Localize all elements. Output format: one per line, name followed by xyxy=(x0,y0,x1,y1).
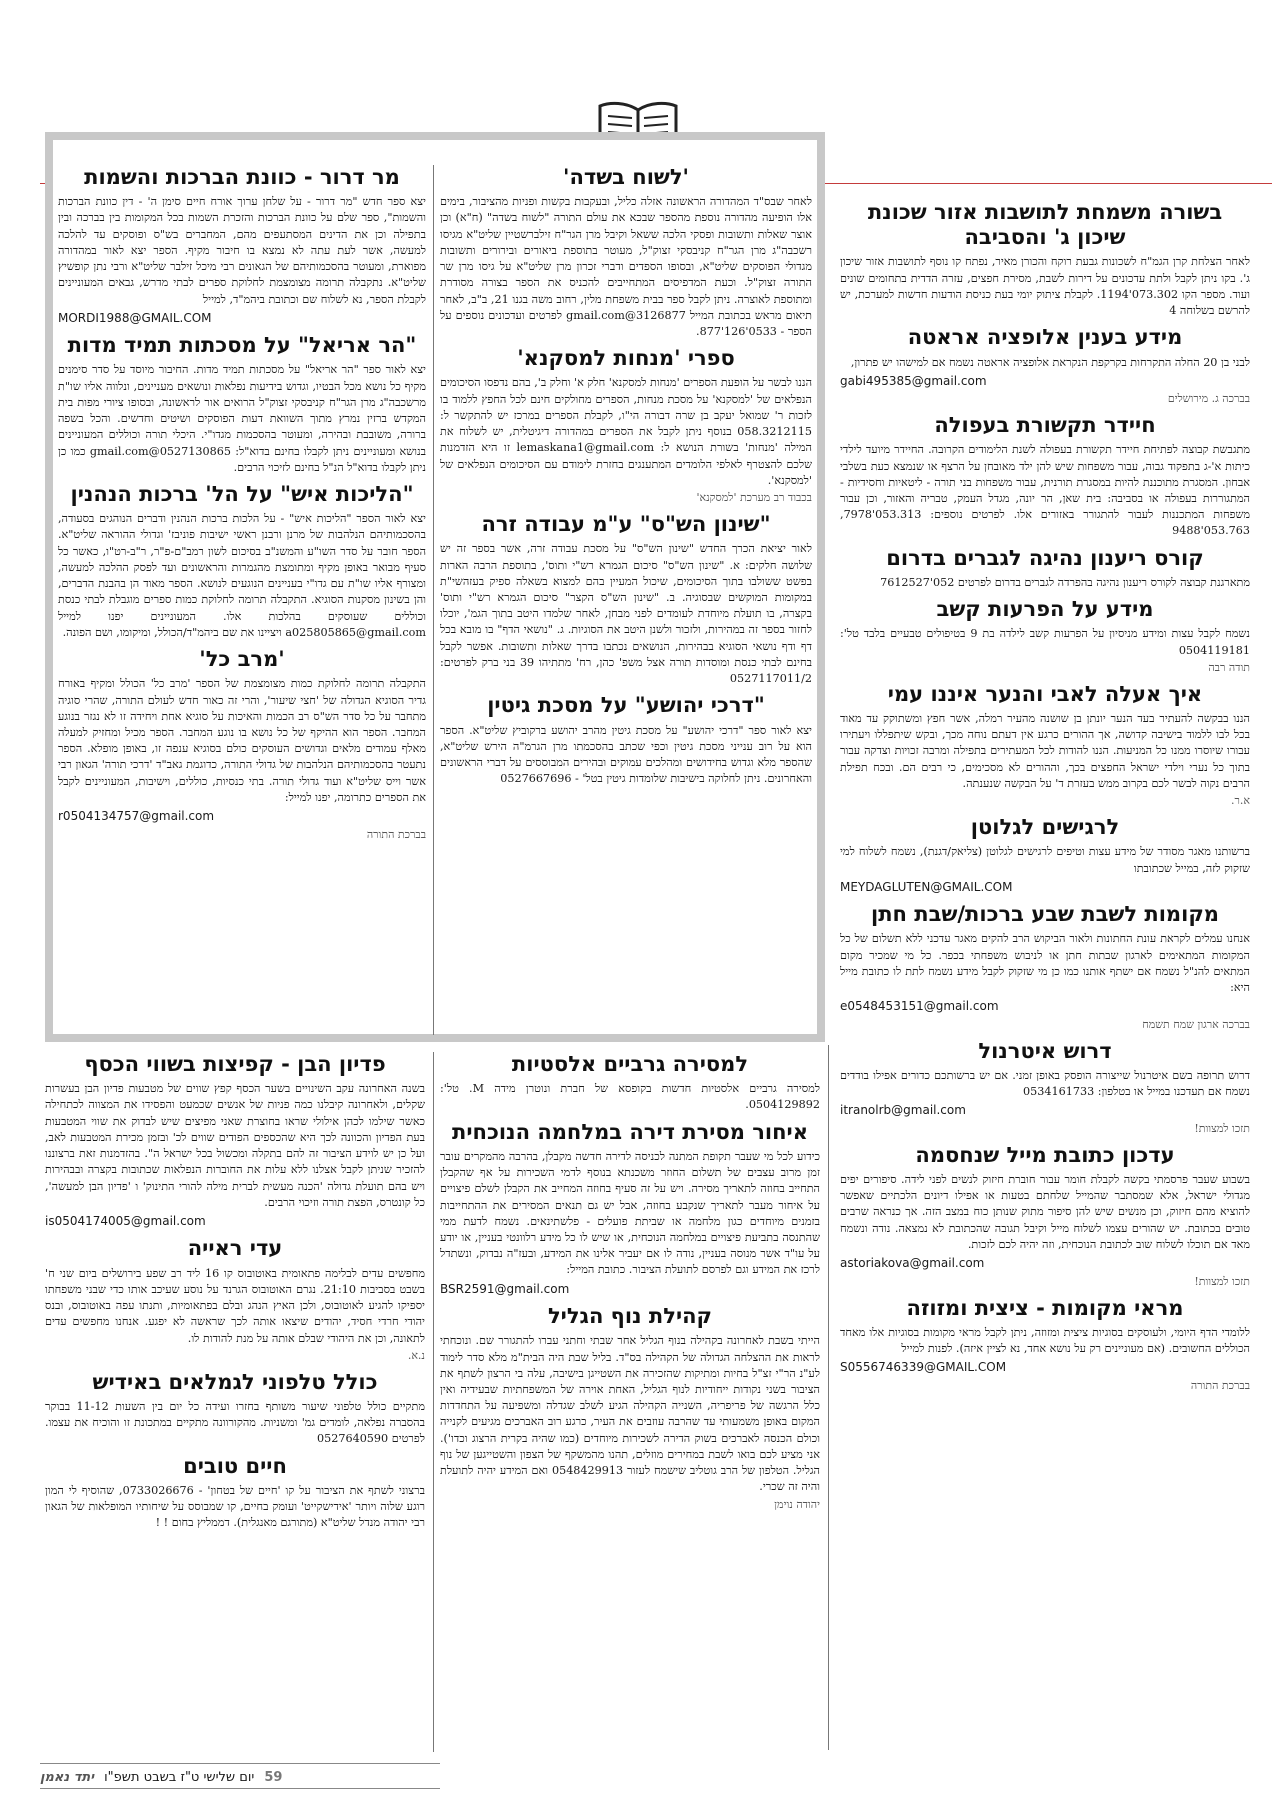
notice xyxy=(840,546,1250,591)
contact-email[interactable]: astoriakova@gmail.com xyxy=(840,1256,985,1271)
notice-credit: א.ר. xyxy=(1231,794,1250,808)
contact-email[interactable]: BSR2591@gmail.com xyxy=(440,1281,570,1296)
page-footer xyxy=(40,1763,440,1789)
notice-credit: בברכת התורה xyxy=(366,827,426,841)
notice xyxy=(58,482,426,641)
notice-title: מידע על הפרעות קשב xyxy=(936,597,1154,622)
notice-body: בשבוע שעבר פרסמתי בקשה לקבלת חומר עבור חוברת חיזוק לנשים לפני לידה. סיפורים יפים מגדולי ישראל, אלא שמסתבר שהמייל שלחתם בטעות או אפילו דיונים הלכתיים שאפשר להוציא מהם חיזוק, וכן מנשים שיש להן סיפור מתוק שנותן כוח במצב הזה. אך כנראה שרבים טובים בכתובת. יש שהורים עצמו לשלוח מייל וקיבל תגובה שהכתובת לא נמצאה. נודה ונשמח מאד אם תוכלו לשלוח שוב לכתובת הנוכחית, וזה יהיה לכם לזכות. xyxy=(840,1172,1250,1251)
column-rule xyxy=(433,1052,434,1752)
contact-email[interactable]: S0556746339@GMAIL.COM xyxy=(840,1360,1007,1375)
notice-credit: יהודה נוימן xyxy=(774,1497,820,1511)
notice-body: מחפשים עדים לבלימה פתאומית באוטובוס קו 16 ליד רב שפע בירושלים ביום שני ח' בשבט בסביבות 21:10. נגרם האוטובוס הגרנד על נוסע שעיכב אותו כדי שבני משפחתו יספיקו להגיע לאוטובוס, ולכן האיץ הנהג ובלם בפתאומיות, ותנתו עפה באוטובוס, ובנס יהודי חרדי חסיד, יהודים שיצאו אותה לכך שראשה לא יפגע. אנחנו מחפשים עדים לתאונה, וכן את היהודי שבלם אותה על מנת להודות לו. xyxy=(45,1266,425,1345)
notice-credit: בכבוד רב מערכת 'למסקנא' xyxy=(696,491,812,505)
notice-body: מתקיים כולל טלפוני שיעור משותף בחזרו ועידה כל יום בין השעות 11-12 בבוקר בהסברה נפלאה, לומדים גמ' ומשניות. מהקורוונה מתקיים במתכונת זו והוכיח את עצמו. לפרטים 0527640590 xyxy=(45,1400,425,1446)
notice-body: יצא לאור ספר "דרכי יהושע" על מסכת גיטין מהרב יהושע ברקוביץ שליט"א. הספר הוא על רוב ענייני מסכת גיטין וכפי שכתב בהסכמתו מרן הגרמ"ה הירש שליט"א, שהספר מלא וגדוש בחידושים ומהלכים עמוקים ובהירים המבוססים על דברי הראשונים והאחרונים. ניתן לחלוקה בישיבות שלומדות גיטין בטל' - 0527667696 xyxy=(440,723,812,786)
notice xyxy=(440,512,812,687)
contact-email[interactable]: gabi495385@gmail.com xyxy=(840,373,987,388)
notice-title: קהילת נוף הגליל xyxy=(547,1304,713,1329)
notice-body: יצא ספר חדש "מר דרור - על שלחן ערוך אורח חיים סימן ה' - דין כוונת הברכות והשמות", ספר שלם על כוונת הברכות והזכרת השמות בכל המקומות בין בברכה ובין בתפילה וכן את הדינים המסתעפים מהם, המחברים בש"ס ופוסקים עד להלכה למעשה, אשר לעת עתה לא נמצא בו חיבור מקיף. הספר יצא לאור במהדורה מפוארת, ומעוטר בהסכמותיהם של הגאונים רבי מיכל זילבר שליט"א ורבי נתן קופשיץ שליט"א. נתקבלה תרומה מצומצמת לחלוקת ספרים לבתי מדרש, גבאים המעוניינים לקבלת הספר, נא לשלוח שם וכתובת ביהמ"ד, למייל xyxy=(58,195,426,306)
notice-title: עדי ראייה xyxy=(187,1236,283,1261)
notice xyxy=(840,815,1250,896)
notice-title: למסירה גרביים אלסטיות xyxy=(511,1052,749,1076)
notice-body: אנחנו עמלים לקראת עונת החתונות ולאור הביקוש הרב להקים מאגר עדכני ללא תשלום של כל המקומות המתאימים לארגון שבתות חתן או לניבוש משפחתי בכפר. כל מי שמכיר מקום המתאים להנ"ל נשמח אם ישתף אותנו כמו כן מי שזקוק לקבל מידע נשמח לתת לו כתובת מייל היא: xyxy=(840,932,1250,995)
notice xyxy=(840,597,1250,674)
notice-body: בשנה האחרונה עקב השינויים בשער הכסף קפץ שווים של מטבעות פדיון הבן בעשרות שקלים, ולאחרונה קיבלנו כמה פניות של אנשים שכמעט והפסידו את המצווה לכתחילה כאשר שילמו לכהן אילולי שראו בחוצרת שאני מפיצים שיש לבדוק את שווי המטבעות בעת הפדיון והכוונה לכך היא שהכספים הפודים שווים לכ' ובזמן מכירת המטבעות לאב, ועל כן יש לוידע הציבור זה להם בתקלה ומכשול בכל ישראל ה". בהזדמנות זאת ברצוננו להזכיר שניתן לקבל אצלנו ללא עלות את החוברות הנפלאות שכתובות בקצרה ובבהירות ויש בהם תועלת גדולה 'הכנה מעשית לברית מילה להורי התינוק' ו 'פדיון הבן למעשה', כל קונטרס, הפצת תורה וזיכוי הרבים. xyxy=(45,1082,425,1209)
notice-body: למסירה גרביים אלסטיות חדשות בקופסא של חברת ונוטרן מידה M. טל': 0504129892. xyxy=(440,1082,820,1112)
right-column xyxy=(840,200,1250,1755)
column-rule xyxy=(433,165,434,1035)
notice-body: מתגבשת קבוצה לפתיחת חיידר תקשורת בעפולה לשנת הלימודים הקרובה. החיידר מיועד לילדי כיתות א'-ג בתפקוד גבוה, עבור משפחות שיש להן ילד מאובחן על הרצף או שנמצא כעת בשלבי אבחון. המסגרת מתוכננת להיות במסגרת תורנית, עבור משפחות בני תורה - ליטאיות וחסידיות - המתגוררות בעפולה או בסביבה: בית שאן, הר יונה, מגדל העמק, טבריה והאזור, וכן עבור משפחות המתכננות לעבור להתגורר באזורים אלו. לפרטים נוספים: 053.313'7978, 053.763'9488 xyxy=(840,443,1250,538)
notice-title: "דרכי יהושע" על מסכת גיטין xyxy=(487,693,765,718)
notice xyxy=(440,693,812,787)
notice-title: "הליכות איש" על הל' ברכות הנהנין xyxy=(70,482,414,507)
notice xyxy=(45,1370,425,1448)
notice-body: יצא לאור ספר "הר אריאל" על מסכתות תמיד מדות. החיבור מיוסד על סדר סימנים מקיף כל נושא מכל הבטיו, וגדוש בידיעות נפלאות ונושאים מעניינים, ונלווה אליו שו"ת מרשכבה"ג מרן הגר"ח קניבסקי זצוק"ל הרואים אור לראשונה, ובסופו ציורי מפות בית המקדש ברזין נמרץ מתוך השוואת דעות הפוסקים ושיטים וחדשים. והכל בשפה ברורה, משובבת ובהירה, ומעוטר בהסכמות מגדו"י. היכלי תורה וכוללים המעוניינים בנושא ומעוניינים ניתן לקבלו בחינם בדוא"ל: 0527130865@gmail.com כמו כן ניתן לקבלו בדוא"ל הנ"ל בחינם לזיכוי הרבים. xyxy=(58,363,426,474)
notice-body: הננו לבשר על הופעת הספרים 'מנחות למסקנא' חלק א' וחלק ב', בהם נדפסו הסיכומים הנפלאים של 'למסקנא' על מסכת מנחות, הספרים מחולקים חינם לכל החפץ ללמוד בו לזכות ר' שמואל יעקב בן שרה דבורה הי"ו, לקבלת הספרים במרכז יש להתקשר ל: 058.3212115 בנוסף ניתן לקבל את הספרים במהדורה דיגיטלית, יש לשלוח את המילה 'מנחות' בשורת הנושא ל: lemaskana1@gmail.com זו היא הזדמנות שלכם להצטרף לאלפי הלומדים המתענגים בחזרת לימודם עם הסיכומים הנפלאים של 'למסקנא'. xyxy=(440,376,812,487)
notice-body: דרוש תרופה בשם איטרנול שייצורה הופסק באופן זמני. אם יש ברשותכם כדורים אפילו בודדים נשמח אם תעדכנו במייל או בטלפון: 0534161733 xyxy=(840,1068,1250,1099)
notice-title: פדיון הבן - קפיצות בשווי הכסף xyxy=(84,1052,386,1076)
notice xyxy=(45,1052,425,1230)
notice-title: מראי מקומות - ציצית ומזוזה xyxy=(906,1295,1184,1320)
contact-email[interactable]: itranolrb@gmail.com xyxy=(840,1103,966,1118)
notice-body: יצא לאור הספר "הליכות איש" - על הלכות ברכות הנהנין ודברים הנוהגים בסעודה, בהסכמותיהם הנלהבות של מרנן ורבנן ראשי ישיבות פוניבז' וגדולי ההוראה שליט"א. הספר חובר על סדר השו"ע והמשנ"ב בסיכום לשון רמב"ם-פ"ר, ר"ב-רט"ו, כאשר כל סעיף מבואר באופן מקיף ומתומצת מהגמרות והראשונים ועד לפסק ההלכה למעשה, ומצורף אליו שו"ת עם גדו"י בעניינים הנוגעים לנושא. הספר מאוד הן בהבנת הדברים, והן בשינון מסקנות הסוגיא. התקבלה תרומה לחלוקת כמות ספרים מוגבלת לבתי כנסת וכוללים שעוסקים בהלכות אלו. המעוניינים יפנו למייל a025805865@gmail.com ויציינו את שם ביהמ"ד/הכולל, ומיקומו, ושם הפונה. xyxy=(58,512,426,639)
notice-credit: תזכו למצוות! xyxy=(1194,1121,1250,1135)
notice xyxy=(840,1039,1250,1135)
notice-body: נשמח לקבל עצות ומידע מניסיון על הפרעות קשב לילדה בת 9 בטיפולים טבעיים בלבד טל': 0504119181 xyxy=(840,627,1250,657)
notice-body: התקבלה תרומה לחלוקת כמות מצומצמת של הספר 'מרב כל' הכולל ומקיף באורח גדיר הסוגיא הגדולה של 'חצי שיעור', והרי זה כאור חדש לעולם התורה, שהרי סוגיה מתחבר על כל סדר הש"ס רב הכמות והאיכות על סוגיא אחת ויחידה זו לא נגזר בנוגע המחבר. הספר הוא ההיקף של כל נושא בו נוגע המחבר. הספר מכיל ומחזיק למעלה מאלף עמודים מלאים וגדושים העוסקים כולם בסוגיא ענפה זו, באופן מופלא. הספר נתעטר בהסכמותיהם הנלהבות של גדולי התורה, כדוגמת גאב"ד 'דרכי תורה' הגאון רבי אשר וייס שליט"א ועוד גדולי תורה. בתי כנסיות, כוללים, וישיבות, המעוניינים לקבל את הספרים כתרומה, יפנו למייל: xyxy=(58,677,426,804)
notice-body: לבני בן 20 החלה התקרחות בקרקפת הנקראת אלופציה אראטה נשמח אם למישהו יש פתרון, xyxy=(850,355,1250,369)
contact-email[interactable]: e0548453151@gmail.com xyxy=(840,999,999,1014)
contact-email[interactable]: r0504134757@gmail.com xyxy=(58,809,215,824)
contact-email[interactable]: is0504174005@gmail.com xyxy=(45,1214,206,1229)
notice-title: "שינון הש"ס" ע"מ עבודה זרה xyxy=(481,512,771,537)
notice xyxy=(58,165,426,327)
notice-title: חיידר תקשורת בעפולה xyxy=(934,413,1156,438)
notice xyxy=(840,682,1250,807)
notice-title: חיים טובים xyxy=(183,1453,287,1478)
notice-title: מר דרור - כוונת הברכות והשמות xyxy=(84,165,400,189)
contact-email[interactable]: MORDI1988@GMAIL.COM xyxy=(58,310,212,325)
notice-title: בשורה משמחת לתושבות אזור שכונת שיכון ג' והסביבה xyxy=(867,200,1223,250)
notice xyxy=(840,1296,1250,1392)
box-right-column xyxy=(440,165,812,1035)
notice-title: 'מרב כל' xyxy=(199,647,285,672)
notice-title: לרגישים לגלוטן xyxy=(970,815,1120,840)
notice-body: ברשותנו מאגר מסודר של מידע עצות וטיפים לרגישים לגלוטן (צליאק/דגנת), נשמח לשלוח למי שזקוק לזה, במייל שכתובתו xyxy=(840,845,1250,875)
contact-email[interactable]: MEYDAGLUTEN@GMAIL.COM xyxy=(840,879,1013,894)
notice xyxy=(440,165,812,340)
notice xyxy=(58,333,426,476)
column-rule xyxy=(828,1045,829,1750)
notice xyxy=(440,346,812,504)
notice-body: לאור יציאת הכרך החדש "שינון הש"ס" על מסכת עבודה זרה, אשר בספר זה יש שלושה חלקים: א. "שינון הש"ס" סיכום הגמרא רש"י ותוס', בתוספת הרבה הארות בפשט ששולבו בתוך הסיכומים, שיכול המעיין בהם למצוא בשאלה ספיק בעזהשי"ת במקומות המוקשים שבסוגיה. ב. "שינון הש"ס הקצר" סיכום הגמרא רש"י ותוס' בקצרה, בו תועלת מיוחדת לעומדים לפני מבחן, לאחר שלמדו היטב בתוך הגמ', יוכלו לחזור בספר זה במהירות, ולזכור ולשנן היטב את הסוגיות. ג. "נושאי הדף" בו מובא בכל דף ודף נושאי הסוגיא בבהירות, הנושאים נכתבו בדרך שאלות ותשובות. אפשר לקבל בחינם לבתי כנסת ומוסדות תורה אצל משפ' כהן, רח' מתתיהו 39 בני ברק לפרטים: 0527117011/2 xyxy=(440,542,812,686)
notice-title: ספרי 'מנחות למסקנא' xyxy=(517,346,735,371)
notice-body: מתארגנת קבוצה לקורס ריענון נהיגה בהפרדה לגברים בדרום לפרטים 052'7612527 xyxy=(880,575,1250,589)
notice-title: כולל טלפוני לגמלאים באידיש xyxy=(92,1369,378,1394)
page-number: 59 xyxy=(264,1769,283,1785)
notice xyxy=(440,1304,820,1511)
notice-body: לאחר הצלחת קרן הגמ"ח לשכונות גבעת רוקח והכורן מאיר, נפתח קו נוסף לתושבות אזור שיכון ג'. בקו ניתן לקבל ולתת עדכונים על דירות לשבת, מסירת חפצים, עזרה הדדית בתחומים שונים ועוד. מספר הקו 073.302'1194. לקבלת ציתוק יומי בעת כניסת הודעות חדשות למערכת, יש להרשם בשלוחה 4 xyxy=(840,255,1250,318)
notice xyxy=(840,1143,1250,1288)
notice-title: "הר אריאל" על מסכתות תמיד מדות xyxy=(67,333,417,358)
notice-title: מקומות לשבת שבע ברכות/שבת חתן xyxy=(871,902,1219,927)
notice-title: עדכון כתובת מייל שנחסמה xyxy=(915,1142,1175,1167)
notice xyxy=(840,902,1250,1031)
bottom-left-column xyxy=(45,1052,425,1760)
notice-title: קורס ריענון נהיגה לגברים בדרום xyxy=(886,545,1204,570)
notice xyxy=(440,1120,820,1298)
notice xyxy=(45,1454,425,1532)
notice-credit: תזכו למצוות! xyxy=(1194,1274,1250,1288)
notice xyxy=(58,647,426,840)
bottom-middle-column xyxy=(440,1052,820,1752)
notice-body: כידוע לכל מי שעבר תקופת המתנה לכניסה לדירה חדשה מקבלן, בהרבה מהמקרים עובר זמן מרוב עצבים של תשלום החוזר משכנתא בנוסף לדמי השכירות על אף שהקבלן התחייב בחוזה לתאריך מסירה. ויש על זה סעיף בחוזה המחייב את הקבלן לשלם פיצויים על איחור מעבר לתאריך שנקבע בחוזה, אבל יש גם תנאים המסירים את ההתחייבות בזמנים מיוחדים כגון מלחמה או שביתת פועלים - פלשתינאים. נשמח לדעת ממי שהתנסה בתביעת פיצויים במלחמה הנוכחית, או שיש לו כל מידע רלוונטי בעניין, או יודע על עו"ד אשר מנוסה בעניין, נודה לו אם יעביר אלינו את המידע, ובעז"ה נבדוק, ונשתדל לרכז את המידע וגם לפרסם לתועלת הציבור. כתובת המייל: xyxy=(440,1149,820,1277)
notice-body: הייתי בשבת לאחרונה בקהילה בנוף הגליל אחר שבתי וחתני עברו להתגורר שם. ונוכחתי לראות את ההצלחה הגדולה של הקהילה בס"ד. בליל שבת היה הבית"מ מלא סדר לימוד לע"נ הר"י זצ"ל בחיות ומתיקות שהזכירה את השטייגן בישיבה, עלה בי הרצון לשתף את הציבור בשני נקודות ייחודיות לנוף הגליל, האחת אוירה של המשפחתיות שבעידיה ואין כלל הרגשה של פריפריה, השנייה הקהילה הגיע לשלב שגדלה ומשפיעה על התחדדות המקום באופן משמעותי עד שהרבה עוזבים את העיר, כרגע רוב האברכים מגיעים לקנייה וכולם הכנסה לאברכים בשוק הדירה לשכירות מיוחדים (כמו שהיה בקרית הרצוג וכדו'). אני מציע לכם בואו לשבת במחירים מוזלים, תהנו מהמשקף של הצפון והשטייגען של נוף הגליל. הטלפון של הרב גוטליב שישמח לעזור 0548429913 ואם המידע יהיה לתועלת והיה זה שכרי. xyxy=(440,1334,820,1494)
notice-body: הננו בבקשה להעתיר בעד הנער יונתן בן שושנה מהעיר רמלה, אשר חפץ ומשתוקק עד מאוד בכל לבו ללמוד בישיבה קדושה, אך ההורים כרגע אין דעתם נוחה מכך, ובקש שיתפללו ויעתירו עבורו שיוסרו ממנו כל המניעות. הננו להודות לכל המעתירים בתפילה ומרבה זכויות וצדקה עבור בתוך כל נערי וילדי ישראל החפצים בכך, וההורים לא מסכימים, כי רבים הם. ובכח תפילת הרבים נקוה לבשר לכם בקרוב ממש בעזרת ד' על הבקשה שנענתה. xyxy=(840,711,1250,790)
notice xyxy=(840,413,1250,540)
notice-credit: בברכה ארגון שמח תשמח xyxy=(1142,1017,1250,1031)
notice xyxy=(840,325,1250,405)
notice-title: איך אעלה לאבי והנער איננו עמי xyxy=(887,681,1203,706)
notice-credit: בברכה ג. מירושלים xyxy=(1167,392,1250,406)
notice xyxy=(45,1236,425,1361)
notice-body: ללומדי הדף היומי, ולעוסקים בסוגיות ציצית ומזוזה, ניתן לקבל מראי מקומות בסוגיות אלו מאחד הכוללים החשובים. (אם מעוניינים רק על נושא אחד, נא לציין איזה). לפנות למייל xyxy=(840,1325,1250,1355)
notice-title: 'לשוח בשדה' xyxy=(563,165,689,189)
notice-title: איחור מסירת דירה במלחמה הנוכחית xyxy=(452,1119,808,1144)
notice-body: ברצוני לשתף את הציבור על קו 'חיים של בטחון' - 0733026676, שהוסיף לי המון רוגע שלוה ויותר 'אידישקייט' ועומק בחיים, קו שמבוסס על שיחותיו המופלאות של הגאון רבי יהודה מנדל שליט"א (מתורגם מאנגלית). דממליץ בחום ! ! xyxy=(45,1483,425,1530)
box-left-column xyxy=(58,165,426,1035)
issue-date: יום שלישי ט"ז בשבט תשפ"ו xyxy=(104,1769,255,1785)
notice xyxy=(440,1052,820,1114)
notice-body: לאחר שבס"ד המהדורה הראשונה אזלה כליל, ובעקבות בקשות ופניות מהציבור, בימים אלו הופיעה מהדורה נוספת מהספר שבכא את עולם התורה "לשוח בשדה" (ח"א) וכן אוצר שאלות ותשובות ופסקי הלכה ששאל וקיבל מרן הגר"ח זילברשטיין שליט"א מגיסו רשכבה"ג מרן הגר"ח קניבסקי זצוק"ל, מעוטר בתוספת ביאורים ובירורים ותשובות מגדולי הפוסקים שליט"א, ובסופו הספדים ודברי זכרון מרן שליט"א על גיסו מרן שר התורה זצוק"ל. וכעת המדפיסים המתחייבים להכניס את הספר בצורה מסודרת ומתוספת לאוצרה. ניתן לקבל ספר בבית משפחת מלין, רחוב משה בגנו 21, ב"ב, לאחר תיאום מראש בכתובת המייל 3126877@gmail.com לפרטים ועדכונים נוספים על הספר - 0533'126'877. xyxy=(440,195,812,339)
newspaper-logo: יתד נאמן xyxy=(40,1769,95,1785)
notice-credit: תודה רבה xyxy=(1208,660,1250,674)
notice-title: דרוש איטרנול xyxy=(978,1038,1112,1063)
notice-credit: בברכת התורה xyxy=(1190,1378,1250,1392)
notice xyxy=(840,200,1250,319)
notice-title: מידע בענין אלופציה אראטה xyxy=(907,325,1183,350)
notice-credit: נ.א. xyxy=(407,1348,425,1362)
